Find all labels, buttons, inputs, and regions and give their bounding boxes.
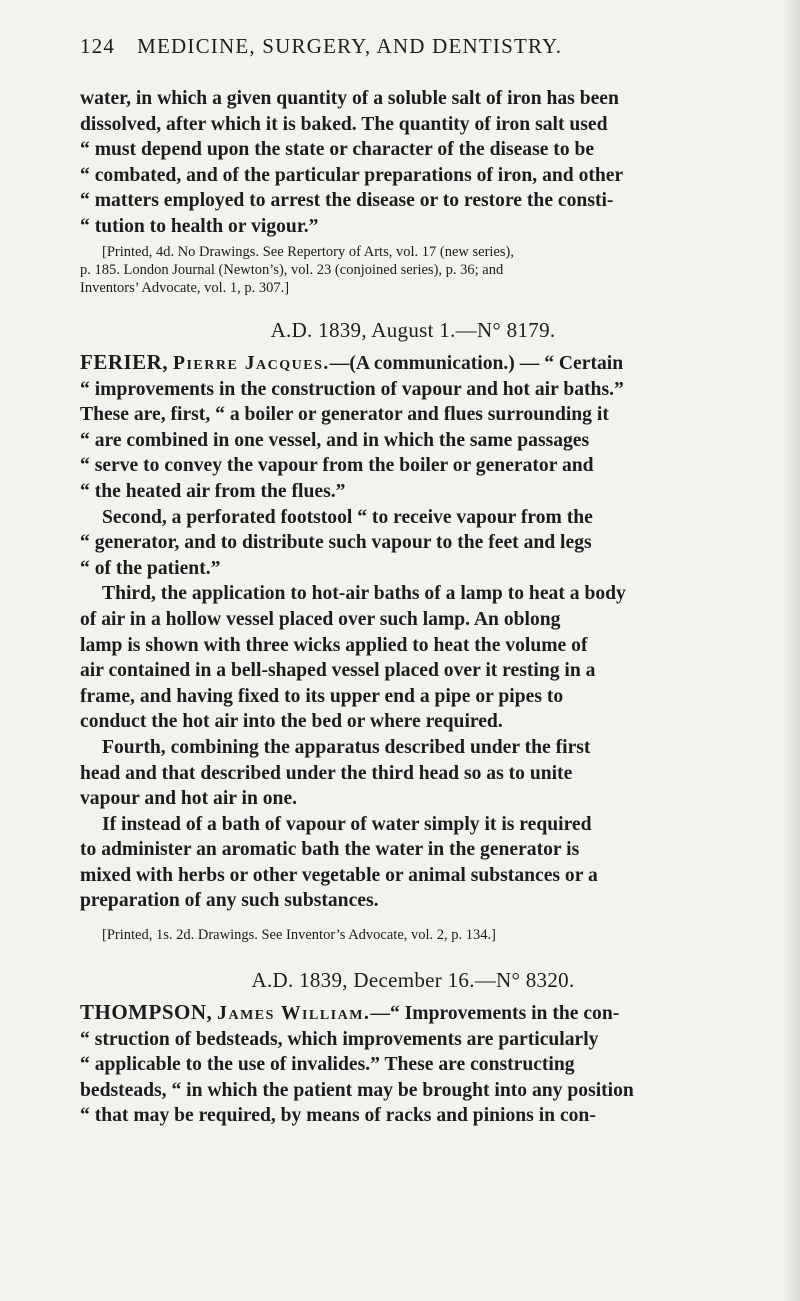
patentee-surname: FERIER,: [80, 350, 169, 374]
text-line: head and that described under the third head so as to unite: [80, 762, 573, 784]
entry-title-start: —“ Improvements in the con-: [370, 1003, 620, 1024]
text-line: to administer an aromatic bath the water in the generator is: [80, 839, 580, 861]
patentee-given-names: James William.: [217, 1003, 371, 1024]
text-line: “ applicable to the use of invalides.” These are constructing: [80, 1054, 575, 1076]
note-line: [Printed, 1s. 2d. Drawings. See Inventor’s Advocate, vol. 2, p. 134.]: [102, 927, 496, 943]
text-line: preparation of any such substances.: [80, 890, 379, 912]
page-edge-shadow: [782, 0, 800, 1301]
patentee-given-names: Pierre Jacques.: [173, 353, 330, 374]
text-line: If instead of a bath of vapour of water simply it is required: [102, 813, 592, 835]
note-line: Inventors’ Advocate, vol. 1, p. 307.]: [80, 280, 290, 296]
continuation-paragraph: [80, 86, 746, 240]
printing-note: [80, 243, 746, 297]
patentee-surname: THOMPSON,: [80, 1000, 213, 1024]
text-line: “ serve to convey the vapour from the boiler or generator and: [80, 455, 594, 477]
entry-first-line: [80, 350, 746, 377]
entry-heading: [80, 968, 746, 993]
text-line: Fourth, combining the apparatus described under the first: [102, 736, 591, 758]
entry-heading: [80, 318, 746, 343]
text-line: air contained in a bell-shaped vessel placed over it resting in a: [80, 660, 596, 682]
page-number: 124: [80, 34, 116, 58]
text-line: lamp is shown with three wicks applied to heat the volume of: [80, 634, 588, 656]
running-head: [80, 34, 740, 59]
text-line: “ the heated air from the flues.”: [80, 480, 346, 502]
entry-title-start: —(A communication.) — “ Certain: [329, 353, 624, 374]
patent-entry-ferier: [80, 350, 746, 914]
entry-date-number: A.D. 1839, December 16.—N° 8320.: [251, 968, 575, 992]
note-line: p. 185. London Journal (Newton’s), vol. 23 (conjoined series), p. 36; and: [80, 262, 504, 278]
text-line: “ tution to health or vigour.”: [80, 215, 319, 237]
text-line: conduct the hot air into the bed or where required.: [80, 711, 503, 733]
text-line: “ matters employed to arrest the disease or to restore the consti-: [80, 190, 614, 212]
printing-note: [80, 926, 746, 944]
text-line: “ combated, and of the particular preparations of iron, and other: [80, 164, 624, 186]
text-line: “ improvements in the construction of vapour and hot air baths.”: [80, 378, 624, 400]
text-line: “ struction of bedsteads, which improvements are particularly: [80, 1028, 599, 1050]
text-line: bedsteads, “ in which the patient may be brought into any position: [80, 1079, 634, 1101]
text-line: “ of the patient.”: [80, 557, 221, 579]
text-line: “ that may be required, by means of racks and pinions in con-: [80, 1105, 596, 1127]
text-line: of air in a hollow vessel placed over such lamp. An oblong: [80, 608, 561, 630]
text-line: frame, and having fixed to its upper end a pipe or pipes to: [80, 685, 564, 707]
text-line: dissolved, after which it is baked. The quantity of iron salt used: [80, 113, 608, 135]
text-line: “ generator, and to distribute such vapour to the feet and legs: [80, 532, 592, 554]
text-line: These are, first, “ a boiler or generator and flues surrounding it: [80, 404, 609, 426]
note-line: [Printed, 4d. No Drawings. See Repertory of Arts, vol. 17 (new series),: [102, 244, 514, 260]
patent-entry-thompson: [80, 1000, 746, 1129]
text-line: Third, the application to hot-air baths of a lamp to heat a body: [102, 583, 626, 605]
text-line: “ must depend upon the state or character of the disease to be: [80, 139, 595, 161]
entry-first-line: [80, 1000, 746, 1027]
running-title: MEDICINE, SURGERY, AND DENTISTRY.: [137, 34, 563, 58]
text-line: mixed with herbs or other vegetable or animal substances or a: [80, 864, 598, 886]
text-line: vapour and hot air in one.: [80, 788, 298, 810]
entry-date-number: A.D. 1839, August 1.—N° 8179.: [270, 318, 556, 342]
text-line: water, in which a given quantity of a soluble salt of iron has been: [80, 88, 619, 109]
text-line: Second, a perforated footstool “ to receive vapour from the: [102, 506, 593, 528]
text-line: “ are combined in one vessel, and in which the same passages: [80, 429, 590, 451]
